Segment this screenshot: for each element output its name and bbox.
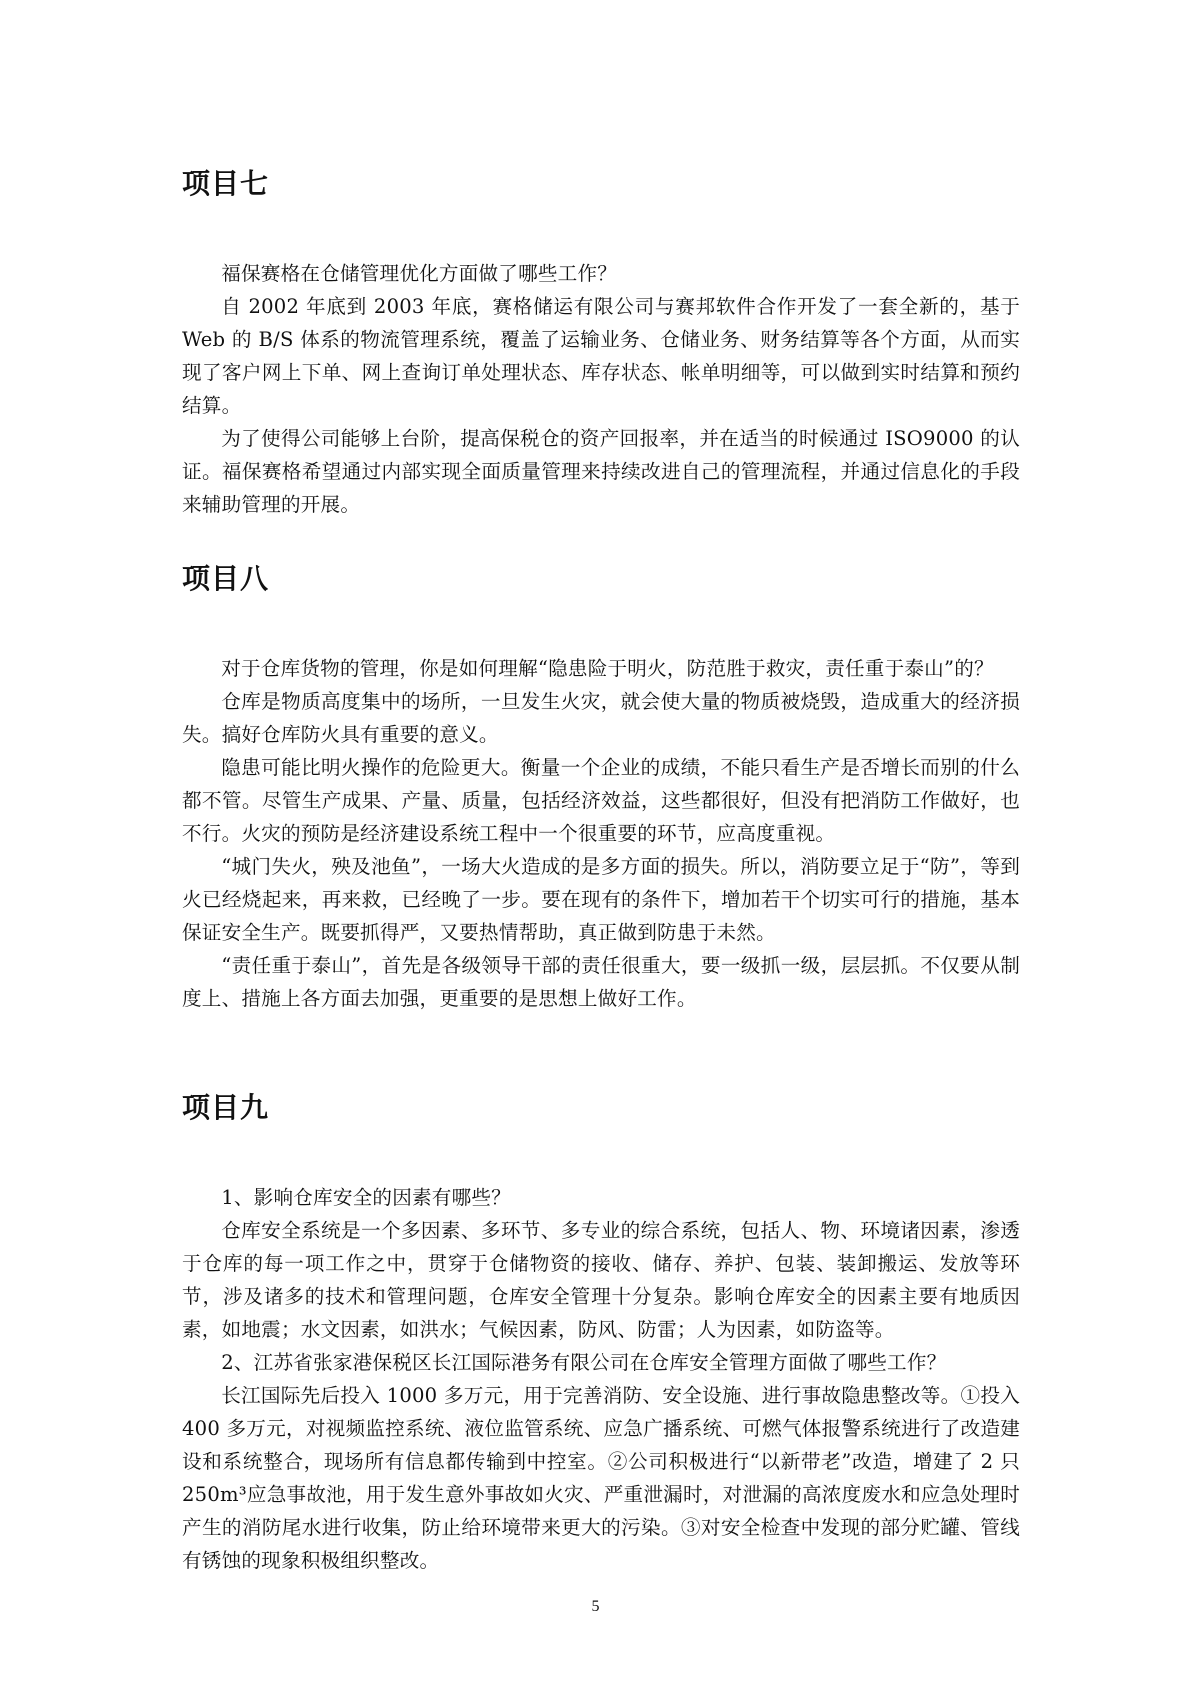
paragraph: 长江国际先后投入 1000 多万元，用于完善消防、安全设施、进行事故隐患整改等。①投入 400 多万元，对视频监控系统、液位监管系统、应急广播系统、可燃气体报警系统进行了改造建设和系统整合，现场所有信息都传输到中控室。②公司积极进行“以新带老”改造，增建了 2 只 250m³应急事故池，用于发生意外事故如火灾、严重泄漏时，对泄漏的高浓度废水和应急处理时产生的消防尾水进行收集，防止给环境带来更大的污染。③对安全检查中发现的部分贮罐、管线有锈蚀的现象积极组织整改。 — [182, 1384, 1020, 1572]
paragraph: 为了使得公司能够上台阶，提高保税仓的资产回报率，并在适当的时候通过 ISO9000 的认证。福保赛格希望通过内部实现全面质量管理来持续改进自己的管理流程，并通过信息化的手段来辅助管理的开展。 — [182, 427, 1020, 516]
paragraph: 仓库是物质高度集中的场所，一旦发生火灾，就会使大量的物质被烧毁，造成重大的经济损失。搞好仓库防火具有重要的意义。 — [182, 690, 1020, 746]
section-title-7: 项目七 — [182, 167, 270, 200]
page-number: 5 — [591, 1598, 600, 1615]
section-title-9: 项目九 — [182, 1091, 270, 1124]
section-title-8: 项目八 — [182, 562, 270, 595]
paragraph: “城门失火，殃及池鱼”，一场大火造成的是多方面的损失。所以，消防要立足于“防”，等到火已经烧起来，再来救，已经晚了一步。要在现有的条件下，增加若干个切实可行的措施，基本保证安全生产。既要抓得严，又要热情帮助，真正做到防患于未然。 — [182, 855, 1020, 944]
section-body-9 — [182, 1181, 1020, 1577]
paragraph: 1、影响仓库安全的因素有哪些？ — [221, 1186, 511, 1209]
paragraph: 自 2002 年底到 2003 年底，赛格储运有限公司与赛邦软件合作开发了一套全新的，基于 Web 的 B/S 体系的物流管理系统，覆盖了运输业务、仓储业务、财务结算等各个方面，从而实现了客户网上下单、网上查询订单处理状态、库存状态、帐单明细等，可以做到实时结算和预约结算。 — [182, 295, 1020, 417]
paragraph: 福保赛格在仓储管理优化方面做了哪些工作？ — [221, 262, 618, 285]
paragraph: “责任重于泰山”，首先是各级领导干部的责任很重大，要一级抓一级，层层抓。不仅要从制度上、措施上各方面去加强，更重要的是思想上做好工作。 — [182, 954, 1020, 1010]
paragraph: 2、江苏省张家港保税区长江国际港务有限公司在仓库安全管理方面做了哪些工作？ — [221, 1351, 947, 1374]
paragraph: 对于仓库货物的管理，你是如何理解“隐患险于明火，防范胜于救灾，责任重于泰山”的？ — [221, 657, 994, 680]
section-body-7 — [182, 257, 1020, 521]
section-body-8 — [182, 652, 1020, 1015]
paragraph: 隐患可能比明火操作的危险更大。衡量一个企业的成绩，不能只看生产是否增长而别的什么都不管。尽管生产成果、产量、质量，包括经济效益，这些都很好，但没有把消防工作做好，也不行。火灾的预防是经济建设系统工程中一个很重要的环节，应高度重视。 — [182, 756, 1020, 845]
paragraph: 仓库安全系统是一个多因素、多环节、多专业的综合系统，包括人、物、环境诸因素，渗透于仓库的每一项工作之中，贯穿于仓储物资的接收、储存、养护、包装、装卸搬运、发放等环节，涉及诸多的技术和管理问题，仓库安全管理十分复杂。影响仓库安全的因素主要有地质因素，如地震；水文因素，如洪水；气候因素，防风、防雷；人为因素，如防盗等。 — [182, 1219, 1020, 1341]
